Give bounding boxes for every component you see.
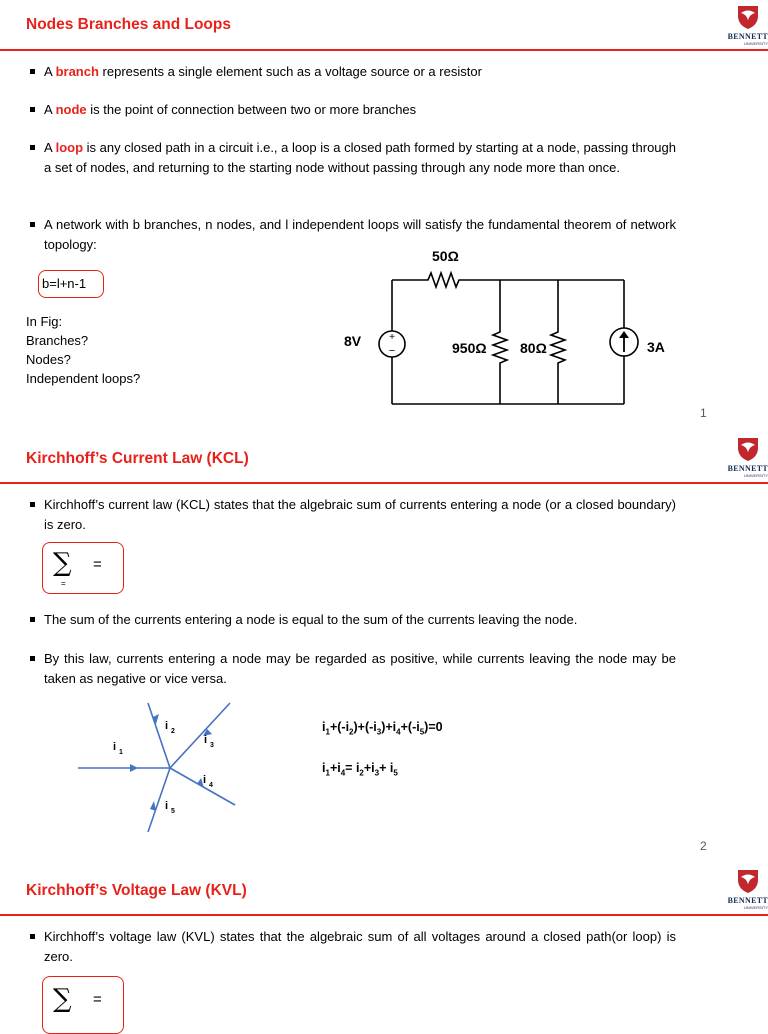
svg-text:i: i [203,774,207,786]
question-branches: Branches? [26,333,89,348]
page-number-1: 1 [700,406,707,420]
shield-icon [736,4,760,30]
slide1-title: Nodes Branches and Loops [26,16,231,33]
slide2-title: Kirchhoff’s Current Law (KCL) [26,450,249,467]
label-i-source: 3A [647,339,665,355]
svg-text:i: i [204,734,208,746]
bullet-topology: A network with b branches, n nodes, and l independent loops will satisfy the fundamental theorem of network topology: [30,215,676,254]
label-r2: 80Ω [520,340,547,356]
svg-text:i: i [113,741,117,753]
logo-wordmark: BENNETT [727,896,768,905]
bullet-kcl-definition: Kirchhoff’s current law (KCL) states that the algebraic sum of currents entering a node (or a closed boundary) is zero. [30,495,676,534]
svg-text:−: − [388,345,396,357]
svg-text:5: 5 [171,808,175,815]
bullet-branch: A branch represents a single element such as a voltage source or a resistor [30,62,676,82]
equals-sign: = [93,991,102,1008]
bullet-kcl-sum: The sum of the currents entering a node is equal to the sum of the currents leaving the node. [30,610,676,630]
kcl-equation-signed: $i_1+(-i_2)+(-i_3)+i_4+(-i_5)=0$ [322,720,443,737]
shield-icon [736,436,760,462]
title-underline [0,914,768,916]
question-loops: Independent loops? [26,371,141,386]
bullet-kcl-sign: By this law, currents entering a node may be regarded as positive, while currents leaving the node may be taken as negative or vice versa. [30,649,676,688]
svg-text:1: 1 [119,749,123,756]
bullet-kvl-definition: Kirchhoff’s voltage law (KVL) states that the algebraic sum of all voltages around a closed path(or loop) is zero. [30,927,676,966]
svg-text:4: 4 [209,782,213,789]
equals-sign: = [93,556,102,573]
logo-subtext: UNIVERSITY [743,41,768,46]
kcl-equation-balance: $i_1+i_4= i_2+i_3+ i_5$ [322,761,398,778]
sum-symbol: ∑ [53,984,72,1014]
sum-subscript: = [61,579,66,588]
title-underline [0,482,768,484]
svg-text:2: 2 [171,728,175,735]
svg-text:i: i [165,720,169,732]
label-v-source: 8V [344,333,362,349]
question-fig: In Fig: [26,314,63,329]
logo-wordmark: BENNETT [727,464,768,473]
logo-subtext: UNIVERSITY [743,905,768,910]
label-r-top: 50Ω [432,248,459,264]
svg-text:3: 3 [210,742,214,749]
bullet-loop: A loop is any closed path in a circuit i.e., a loop is a closed path formed by starting at a node, passing through a set of nodes, and returning to the starting node without passing through any node more than once. [30,138,676,177]
question-nodes: Nodes? [26,352,71,367]
topology-formula: b=l+n-1 [42,276,87,291]
logo-wordmark: BENNETT [727,32,768,41]
shield-icon [736,868,760,894]
svg-text:i: i [165,800,169,812]
page-number-2: 2 [700,839,707,853]
bullet-node: A node is the point of connection between two or more branches [30,100,676,120]
circuit-diagram [330,240,690,412]
sum-symbol: ∑ [53,548,72,578]
title-underline [0,49,768,51]
kcl-node-diagram [70,695,260,840]
slide3-title: Kirchhoff’s Voltage Law (KVL) [26,882,247,899]
label-r1: 950Ω [452,340,487,356]
svg-text:+: + [389,332,395,343]
logo-subtext: UNIVERSITY [743,473,768,478]
